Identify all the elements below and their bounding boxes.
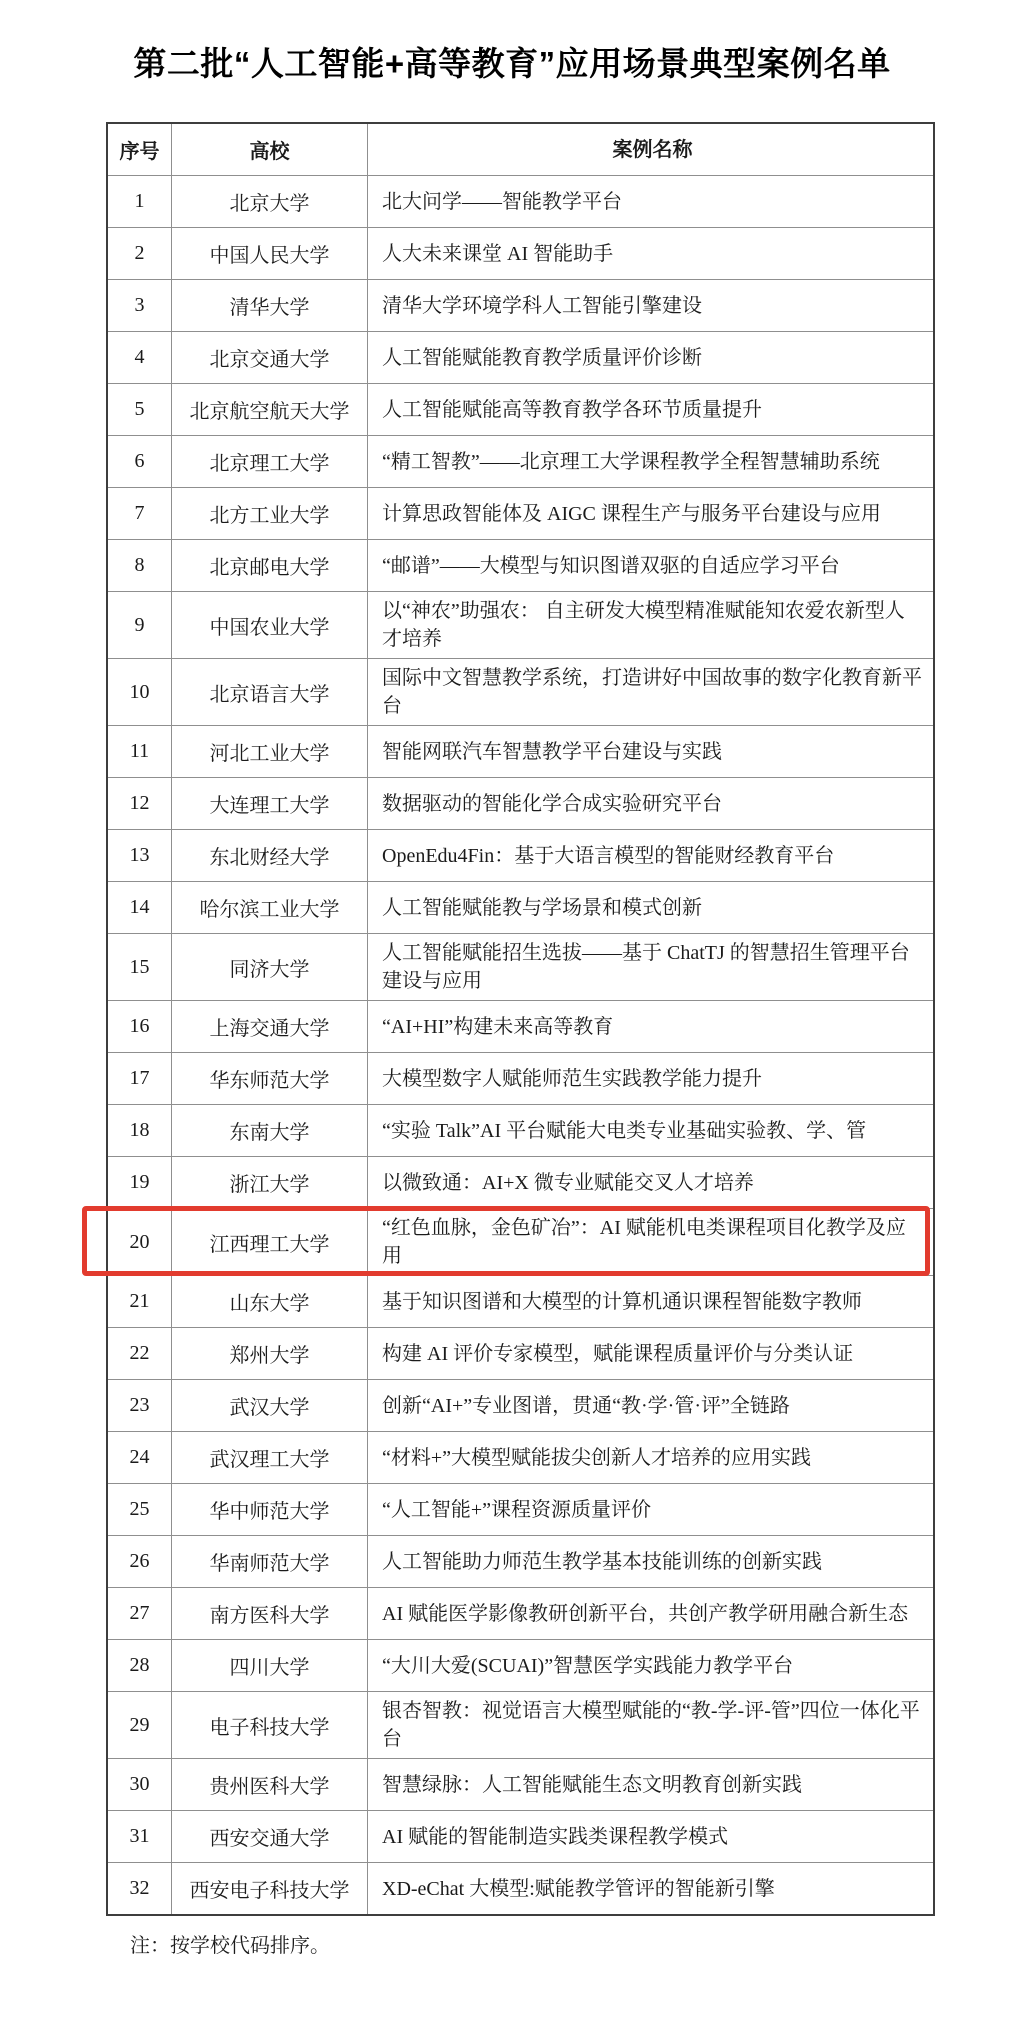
university-name: 西安交通大学 xyxy=(172,1811,368,1862)
row-number: 24 xyxy=(108,1432,172,1483)
case-name: 人工智能赋能教育教学质量评价诊断 xyxy=(382,346,702,369)
university-name: 华中师范大学 xyxy=(172,1484,368,1535)
row-number: 13 xyxy=(108,830,172,881)
table-row xyxy=(108,1000,933,1052)
table-row xyxy=(108,1587,933,1639)
row-number: 29 xyxy=(108,1692,172,1758)
case-name: AI 赋能的智能制造实践类课程教学模式 xyxy=(382,1825,729,1848)
table-row xyxy=(108,487,933,539)
case-name: 人工智能助力师范生教学基本技能训练的创新实践 xyxy=(382,1550,822,1573)
row-number: 26 xyxy=(108,1536,172,1587)
university-name: 北京语言大学 xyxy=(172,659,368,725)
row-number: 21 xyxy=(108,1276,172,1327)
case-name: 计算思政智能体及 AIGC 课程生产与服务平台建设与应用 xyxy=(382,502,881,525)
row-number: 11 xyxy=(108,726,172,777)
university-name: 武汉理工大学 xyxy=(172,1432,368,1483)
university-name: 江西理工大学 xyxy=(172,1209,368,1275)
table-row xyxy=(108,1535,933,1587)
row-number: 9 xyxy=(108,592,172,658)
university-name: 四川大学 xyxy=(172,1640,368,1691)
row-number: 14 xyxy=(108,882,172,933)
table-body xyxy=(108,175,933,1914)
university-name: 北方工业大学 xyxy=(172,488,368,539)
page-title: 第二批“人工智能+高等教育”应用场景典型案例名单 xyxy=(133,45,891,82)
table-row xyxy=(108,1327,933,1379)
row-number: 1 xyxy=(108,176,172,227)
case-name: 数据驱动的智能化学合成实验研究平台 xyxy=(382,792,722,815)
table-row xyxy=(108,1052,933,1104)
table-row xyxy=(108,933,933,1000)
row-number: 27 xyxy=(108,1588,172,1639)
table-row xyxy=(108,591,933,658)
university-name: 哈尔滨工业大学 xyxy=(172,882,368,933)
row-number: 3 xyxy=(108,280,172,331)
table-row xyxy=(108,279,933,331)
university-name: 同济大学 xyxy=(172,934,368,1000)
case-name: “材料+”大模型赋能拔尖创新人才培养的应用实践 xyxy=(382,1446,812,1469)
table-row xyxy=(108,1208,933,1275)
row-number: 2 xyxy=(108,228,172,279)
case-name: 基于知识图谱和大模型的计算机通识课程智能数字教师 xyxy=(382,1290,862,1313)
col-header-university: 高校 xyxy=(172,124,368,175)
case-name: 人工智能赋能教与学场景和模式创新 xyxy=(382,896,702,919)
university-name: 南方医科大学 xyxy=(172,1588,368,1639)
table-row xyxy=(108,1810,933,1862)
case-name: 北大问学——智能教学平台 xyxy=(382,190,622,213)
table-header-row xyxy=(108,124,933,175)
case-name: 人大未来课堂 AI 智能助手 xyxy=(382,242,614,265)
case-name: 清华大学环境学科人工智能引擎建设 xyxy=(382,294,702,317)
university-name: 北京航空航天大学 xyxy=(172,384,368,435)
university-name: 北京邮电大学 xyxy=(172,540,368,591)
table-row xyxy=(108,1758,933,1810)
university-name: 东南大学 xyxy=(172,1105,368,1156)
table-row xyxy=(108,331,933,383)
university-name: 河北工业大学 xyxy=(172,726,368,777)
col-header-case-name: 案例名称 xyxy=(612,138,693,161)
university-name: 大连理工大学 xyxy=(172,778,368,829)
row-number: 15 xyxy=(108,934,172,1000)
table-row xyxy=(108,1379,933,1431)
table-row xyxy=(108,435,933,487)
footnote: 注：按学校代码排序。 xyxy=(130,1935,330,1957)
case-name: “实验 Talk”AI 平台赋能大电类专业基础实验教、学、管 xyxy=(382,1119,867,1142)
table-row xyxy=(108,1862,933,1914)
case-name: AI 赋能医学影像教研创新平台，共创产教学研用融合新生态 xyxy=(382,1602,909,1625)
table-row xyxy=(108,539,933,591)
row-number: 12 xyxy=(108,778,172,829)
table-row xyxy=(108,1104,933,1156)
case-name: XD-eChat 大模型:赋能教学管评的智能新引擎 xyxy=(382,1877,775,1900)
row-number: 22 xyxy=(108,1328,172,1379)
row-number: 25 xyxy=(108,1484,172,1535)
university-name: 北京理工大学 xyxy=(172,436,368,487)
table-row xyxy=(108,1691,933,1758)
university-name: 上海交通大学 xyxy=(172,1001,368,1052)
table-row xyxy=(108,1639,933,1691)
table-row xyxy=(108,383,933,435)
table-row xyxy=(108,1275,933,1327)
table-row xyxy=(108,725,933,777)
case-name: 银杏智教：视觉语言大模型赋能的“教-学-评-管”四位一体化平台 xyxy=(382,1700,920,1750)
case-name: 人工智能赋能高等教育教学各环节质量提升 xyxy=(382,398,762,421)
case-name: “红色血脉，金色矿冶”：AI 赋能机电类课程项目化教学及应用 xyxy=(382,1217,906,1267)
row-number: 4 xyxy=(108,332,172,383)
university-name: 郑州大学 xyxy=(172,1328,368,1379)
row-number: 19 xyxy=(108,1157,172,1208)
case-name: 人工智能赋能招生选拔——基于 ChatTJ 的智慧招生管理平台建设与应用 xyxy=(382,942,910,992)
university-name: 山东大学 xyxy=(172,1276,368,1327)
university-name: 清华大学 xyxy=(172,280,368,331)
table-row xyxy=(108,881,933,933)
case-name: 智能网联汽车智慧教学平台建设与实践 xyxy=(382,740,722,763)
page xyxy=(0,42,1024,1958)
university-name: 中国农业大学 xyxy=(172,592,368,658)
university-name: 中国人民大学 xyxy=(172,228,368,279)
case-name: 以微致通：AI+X 微专业赋能交叉人才培养 xyxy=(382,1171,754,1194)
table-row xyxy=(108,175,933,227)
university-name: 北京交通大学 xyxy=(172,332,368,383)
row-number: 20 xyxy=(108,1209,172,1275)
university-name: 电子科技大学 xyxy=(172,1692,368,1758)
case-name: 构建 AI 评价专家模型，赋能课程质量评价与分类认证 xyxy=(382,1342,854,1365)
col-header-no: 序号 xyxy=(108,124,172,175)
table-row xyxy=(108,1483,933,1535)
case-name: 以“神农”助强农： 自主研发大模型精准赋能知农爱农新型人才培养 xyxy=(382,600,905,650)
row-number: 32 xyxy=(108,1863,172,1914)
case-name: “邮谱”——大模型与知识图谱双驱的自适应学习平台 xyxy=(382,554,840,577)
university-name: 北京大学 xyxy=(172,176,368,227)
row-number: 8 xyxy=(108,540,172,591)
university-name: 东北财经大学 xyxy=(172,830,368,881)
row-number: 17 xyxy=(108,1053,172,1104)
university-name: 浙江大学 xyxy=(172,1157,368,1208)
university-name: 贵州医科大学 xyxy=(172,1759,368,1810)
university-name: 西安电子科技大学 xyxy=(172,1863,368,1914)
case-name: “精工智教”——北京理工大学课程教学全程智慧辅助系统 xyxy=(382,450,880,473)
row-number: 7 xyxy=(108,488,172,539)
case-name: 智慧绿脉：人工智能赋能生态文明教育创新实践 xyxy=(382,1773,802,1796)
row-number: 6 xyxy=(108,436,172,487)
table-row xyxy=(108,1431,933,1483)
table-row xyxy=(108,658,933,725)
case-name: “AI+HI”构建未来高等教育 xyxy=(382,1015,614,1038)
row-number: 10 xyxy=(108,659,172,725)
table-row xyxy=(108,829,933,881)
case-name: 大模型数字人赋能师范生实践教学能力提升 xyxy=(382,1067,762,1090)
case-table xyxy=(106,122,935,1916)
row-number: 30 xyxy=(108,1759,172,1810)
university-name: 华南师范大学 xyxy=(172,1536,368,1587)
row-number: 5 xyxy=(108,384,172,435)
university-name: 武汉大学 xyxy=(172,1380,368,1431)
case-name: “大川大爱(SCUAI)”智慧医学实践能力教学平台 xyxy=(382,1654,794,1677)
row-number: 18 xyxy=(108,1105,172,1156)
case-name: “人工智能+”课程资源质量评价 xyxy=(382,1498,652,1521)
row-number: 28 xyxy=(108,1640,172,1691)
university-name: 华东师范大学 xyxy=(172,1053,368,1104)
table-row xyxy=(108,227,933,279)
case-name: OpenEdu4Fin：基于大语言模型的智能财经教育平台 xyxy=(382,844,835,867)
row-number: 16 xyxy=(108,1001,172,1052)
row-number: 23 xyxy=(108,1380,172,1431)
row-number: 31 xyxy=(108,1811,172,1862)
table-row xyxy=(108,777,933,829)
table-row xyxy=(108,1156,933,1208)
case-name: 国际中文智慧教学系统，打造讲好中国故事的数字化教育新平台 xyxy=(382,667,922,717)
case-name: 创新“AI+”专业图谱，贯通“教·学·管·评”全链路 xyxy=(382,1394,790,1417)
